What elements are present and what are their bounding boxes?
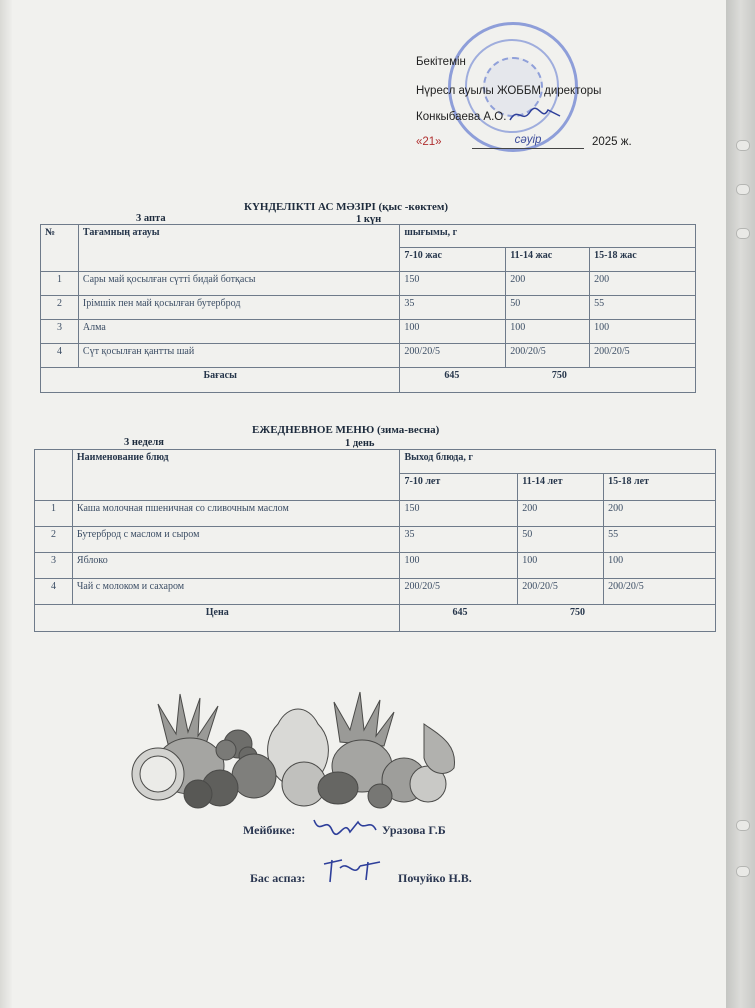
- ru-menu-title: ЕЖЕДНЕВНОЕ МЕНЮ (зима-весна): [252, 424, 440, 436]
- portion-11-14: 200: [518, 501, 604, 527]
- approval-month: сәуір: [472, 134, 584, 149]
- row-number: 4: [41, 344, 79, 368]
- portion-7-10: 35: [400, 527, 518, 553]
- punch-hole: [736, 184, 750, 195]
- kz-week: 3 апта: [136, 213, 166, 224]
- price-value: 645: [444, 370, 460, 381]
- nurse-name: Уразова Г.Б: [382, 823, 446, 837]
- row-number: 4: [35, 579, 73, 605]
- dish-name: Бутерброд с маслом и сыром: [72, 527, 400, 553]
- punch-hole: [736, 866, 750, 877]
- approval-heading: Бекітемін: [416, 56, 466, 68]
- table-row: [41, 296, 696, 320]
- approval-year: 2025 ж.: [592, 136, 632, 148]
- dish-name: Яблоко: [72, 553, 400, 579]
- price-row: [35, 605, 716, 632]
- table-row: [35, 579, 716, 605]
- ru-age-11-14: 11-14 лет: [518, 474, 604, 501]
- portion-15-18: 200: [590, 272, 696, 296]
- ru-price-label: Цена: [35, 605, 400, 632]
- portion-7-10: 150: [400, 501, 518, 527]
- dish-name: Алма: [78, 320, 400, 344]
- kz-menu-table: [40, 224, 696, 393]
- portion-15-18: 200/20/5: [590, 344, 696, 368]
- ru-week: 3 неделя: [124, 437, 164, 448]
- kz-col-name: Тағамның атауы: [78, 225, 400, 272]
- price-value: 750: [569, 607, 585, 618]
- page-shadow: [0, 0, 12, 1008]
- portion-7-10: 100: [400, 320, 506, 344]
- nurse-signature: [310, 812, 380, 840]
- cook-label: Бас аспаз:: [250, 871, 306, 885]
- portion-11-14: 200/20/5: [506, 344, 590, 368]
- portion-11-14: 200: [506, 272, 590, 296]
- ru-day: 1 день: [345, 438, 375, 449]
- price-value: 750: [551, 370, 567, 381]
- punch-hole: [736, 140, 750, 151]
- portion-15-18: 55: [604, 527, 716, 553]
- kz-age-11-14: 11-14 жас: [506, 248, 590, 272]
- kz-day: 1 күн: [356, 214, 382, 225]
- portion-7-10: 150: [400, 272, 506, 296]
- ru-age-7-10: 7-10 лет: [400, 474, 518, 501]
- punch-hole: [736, 820, 750, 831]
- portion-7-10: 35: [400, 296, 506, 320]
- portion-11-14: 50: [518, 527, 604, 553]
- kz-age-7-10: 7-10 жас: [400, 248, 506, 272]
- ru-age-15-18: 15-18 лет: [604, 474, 716, 501]
- cook-signature: [320, 854, 390, 888]
- row-number: 3: [41, 320, 79, 344]
- portion-7-10: 200/20/5: [400, 344, 506, 368]
- table-header-row: [35, 450, 716, 474]
- ru-menu-table: [34, 449, 716, 632]
- fruit-illustration: [128, 684, 466, 814]
- kz-col-no: №: [41, 225, 79, 272]
- portion-15-18: 200: [604, 501, 716, 527]
- table-row: [41, 320, 696, 344]
- row-number: 2: [35, 527, 73, 553]
- portion-15-18: 55: [590, 296, 696, 320]
- dish-name: Чай с молоком и сахаром: [72, 579, 400, 605]
- kz-age-15-18: 15-18 жас: [590, 248, 696, 272]
- kz-menu-title: КҮНДЕЛІКТІ АС МӘЗІРІ (қыс -көктем): [244, 201, 448, 213]
- approval-director: Конкыбаева А.О.: [416, 111, 507, 123]
- table-header-row: [41, 225, 696, 248]
- binder-strip: [726, 0, 755, 1008]
- portion-11-14: 200/20/5: [518, 579, 604, 605]
- ru-col-output: Выход блюда, г: [400, 450, 716, 474]
- price-row: [41, 368, 696, 393]
- price-value: 645: [452, 607, 468, 618]
- portion-11-14: 100: [518, 553, 604, 579]
- row-number: 2: [41, 296, 79, 320]
- portion-11-14: 50: [506, 296, 590, 320]
- portion-11-14: 100: [506, 320, 590, 344]
- dish-name: Каша молочная пшеничная со сливочным маслом: [72, 501, 400, 527]
- director-signature: [508, 104, 564, 126]
- nurse-label: Мейбике:: [243, 823, 296, 837]
- dish-name: Сүт қосылған қантты шай: [78, 344, 400, 368]
- portion-7-10: 200/20/5: [400, 579, 518, 605]
- ru-col-name: Наименование блюд: [72, 450, 400, 501]
- portion-15-18: 100: [590, 320, 696, 344]
- table-row: [35, 527, 716, 553]
- approval-position: Нүресл ауылы ЖОББМ директоры: [416, 85, 602, 97]
- table-row: [41, 272, 696, 296]
- kz-col-output: шығымы, г: [400, 225, 696, 248]
- portion-15-18: 200/20/5: [604, 579, 716, 605]
- kz-price-label: Бағасы: [41, 368, 400, 393]
- portion-15-18: 100: [604, 553, 716, 579]
- row-number: 1: [41, 272, 79, 296]
- punch-hole: [736, 228, 750, 239]
- table-row: [41, 344, 696, 368]
- row-number: 3: [35, 553, 73, 579]
- portion-7-10: 100: [400, 553, 518, 579]
- dish-name: Ірімшік пен май қосылған бутерброд: [78, 296, 400, 320]
- dish-name: Сары май қосылған сүтті бидай ботқасы: [78, 272, 400, 296]
- table-row: [35, 553, 716, 579]
- table-row: [35, 501, 716, 527]
- row-number: 1: [35, 501, 73, 527]
- approval-day: «21»: [416, 136, 442, 148]
- cook-name: Почуйко Н.В.: [398, 871, 472, 885]
